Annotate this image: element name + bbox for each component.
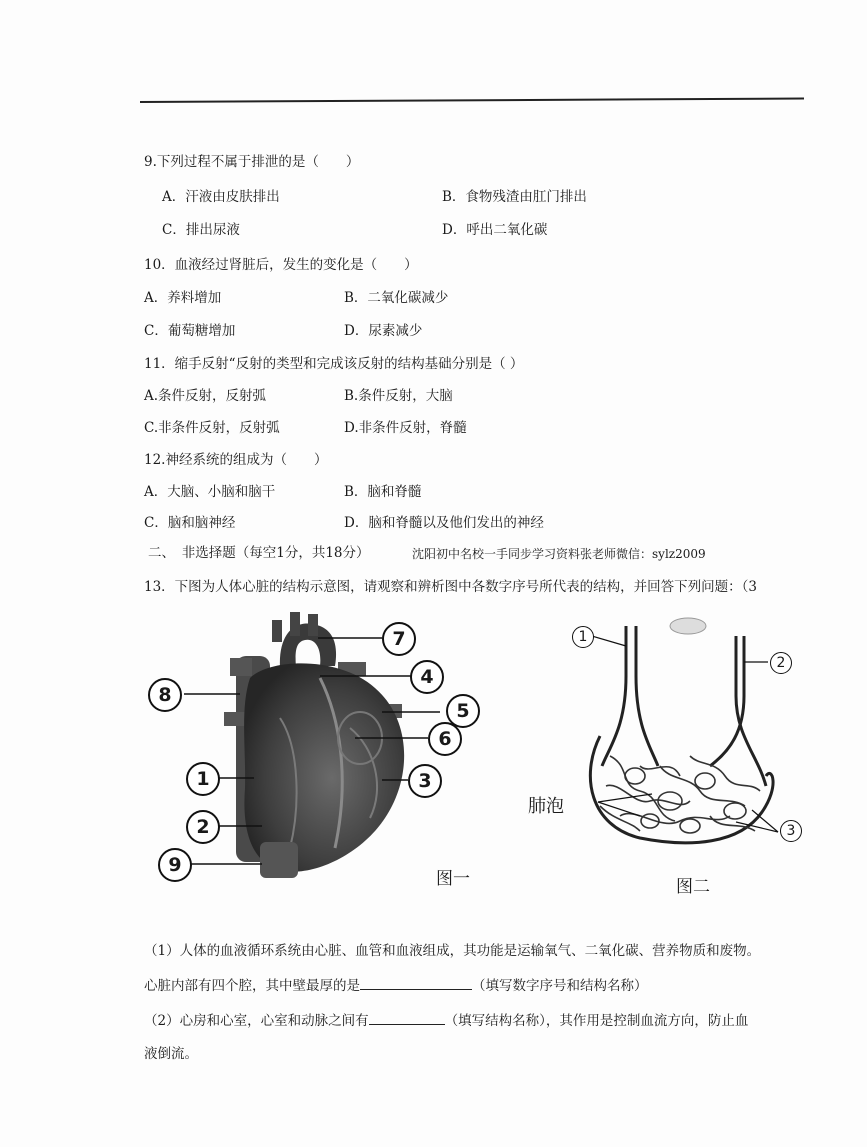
q12-option-d: D．脑和脊髓以及他们发出的神经 [344,515,544,531]
heart-label-7: 7 [382,622,416,656]
q13-sub2-answer-blank[interactable] [369,1010,445,1025]
q9-option-c: C．排出尿液 [162,222,240,238]
q13-sub1-answer-blank[interactable] [360,975,472,990]
heart-label-8: 8 [148,678,182,712]
q13-sub2-line1 [144,1010,748,1030]
q12-option-a: A．大脑、小脑和脑干 [144,484,276,500]
q11-stem: 11．缩手反射“反射的类型和完成该反射的结构基础分别是（ ） [144,356,524,372]
figure1-caption: 图一 [436,869,470,889]
heart-label-2: 2 [186,810,220,844]
q10-option-c: C．葡萄糖增加 [144,323,236,339]
section2-watermark: 沈阳初中名校一手同步学习资料张老师微信：sylz2009 [412,547,706,561]
alveolus-diagram [540,616,810,876]
heart-label-4: 4 [410,660,444,694]
heart-label-9: 9 [158,848,192,882]
q10-stem: 10．血液经过肾脏后，发生的变化是（ ） [144,257,418,273]
heart-label-6: 6 [428,722,462,756]
q10-option-d: D．尿素减少 [344,323,423,339]
q12-option-c: C．脑和脑神经 [144,515,236,531]
alveolus-label-2: 2 [770,652,792,674]
q13-sub2-text-b: （填写结构名称），其作用是控制血流方向，防止血 [444,1013,749,1029]
q13-sub1-text-a: 心脏内部有四个腔，其中壁最厚的是 [144,978,360,994]
section2-heading: 二、 非选择题（每空1分，共18分） [148,545,370,561]
figure2-caption: 图二 [676,877,710,897]
q9-option-a: A．汗液由皮肤排出 [162,189,280,205]
q13-stem: 13．下图为人体心脏的结构示意图，请观察和辨析图中各数字序号所代表的结构，并回答下列问题：（3 [144,579,758,595]
q13-sub2-text-a: （2）心房和心室，心室和动脉之间有 [144,1013,369,1029]
q12-option-b: B．脑和脊髓 [344,484,422,500]
alveolus-label-text: 肺泡 [528,796,564,817]
heart-label-3: 3 [408,764,442,798]
q9-option-b: B．食物残渣由肛门排出 [442,189,587,205]
heart-label-1: 1 [186,762,220,796]
q9-stem: 9.下列过程不属于排泄的是（ ） [144,154,360,170]
q13-sub1-line2 [144,975,648,995]
q13-sub1-line1: （1）人体的血液循环系统由心脏、血管和血液组成，其功能是运输氧气、二氧化碳、营养物质和废物。 [144,943,761,959]
heart-label-5: 5 [446,694,480,728]
header-rule [140,98,804,103]
alveolus-label-1: 1 [572,626,594,648]
q12-stem: 12.神经系统的组成为（ ） [144,452,328,468]
q11-option-a: A.条件反射，反射弧 [144,388,267,404]
q11-option-d: D.非条件反射，脊髓 [344,420,467,436]
q9-option-d: D．呼出二氧化碳 [442,222,548,238]
q13-sub1-text-b: （填写数字序号和结构名称） [472,978,648,994]
q11-option-b: B.条件反射，大脑 [344,388,453,404]
q11-option-c: C.非条件反射，反射弧 [144,420,280,436]
alveolus-label-3: 3 [780,820,802,842]
q10-option-a: A．养料增加 [144,290,222,306]
q13-sub2-line2: 液倒流。 [144,1046,198,1062]
q10-option-b: B．二氧化碳减少 [344,290,449,306]
